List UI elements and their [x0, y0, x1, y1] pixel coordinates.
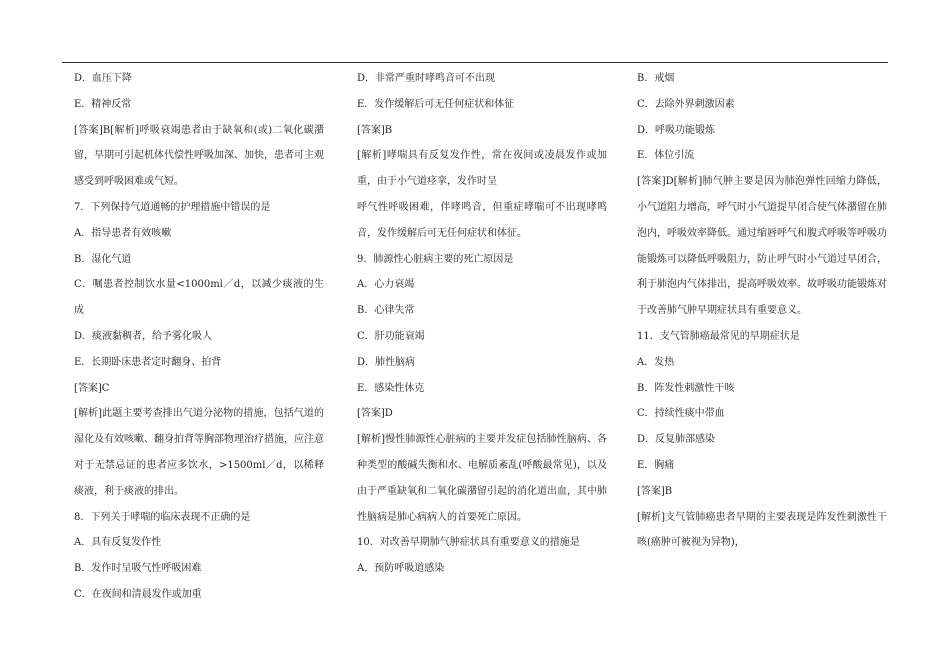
answer: [答案]D [357, 408, 393, 420]
explanation: [解析]此题主要考查排出气道分泌物的措施，包括气道的湿化及有效咳嗽、翻身拍背等胸部物理治疗措施，应注意对于无禁忌证的患者应多饮水，>1500ml／d，以稀释痰液，利于痰液的排出。 [74, 408, 324, 497]
option-b: B．湿化气道 [74, 253, 132, 265]
option-b: B．心律失常 [357, 305, 415, 317]
option-e: E．长期卧床患者定时翻身、拍背 [74, 356, 222, 368]
option-e: E．胸痛 [637, 459, 675, 471]
explanation: [解析]哮喘具有反复发作性，常在夜间或凌晨发作或加重，由于小气道痉挛，发作时呈 [357, 150, 607, 188]
option-d: D．血压下降 [74, 73, 133, 84]
option-c: C．去除外界刺激因素 [637, 98, 735, 110]
option-a: A．心力衰竭 [357, 279, 415, 291]
answer: [答案]B [637, 485, 673, 497]
option-b: B．发作时呈吸气性呼吸困难 [74, 563, 202, 575]
option-c: C．肝功能衰竭 [357, 330, 425, 342]
option-c: C．在夜间和清晨发作或加重 [74, 588, 202, 600]
question-11: 11．支气管肺癌最常见的早期症状是 [637, 330, 800, 342]
option-e: E．体位引流 [637, 150, 695, 162]
answer-explanation: [答案]B[解析]呼吸衰竭患者由于缺氧和(或)二氧化碳潴留，早期可引起机体代偿性呼吸加深、加快，患者可主观感受到呼吸困难或气短。 [74, 124, 324, 188]
answer: [答案]C [74, 382, 110, 394]
question-10: 10．对改善早期肺气肿症状具有重要意义的措施是 [357, 537, 580, 549]
option-c: C．持续性痰中带血 [637, 408, 725, 420]
explanation-continued: 呼气性呼吸困难，伴哮鸣音，但重症哮喘可不出现哮鸣音，发作缓解后可无任何症状和体征。 [357, 201, 607, 239]
option-d: D．反复肺部感染 [637, 434, 716, 446]
header-divider-line [62, 62, 888, 63]
option-a: A．预防呼吸道感染 [357, 563, 445, 575]
option-b: B．阵发性刺激性干咳 [637, 382, 735, 394]
option-c: C．嘱患者控制饮水量<1000ml／d，以减少痰液的生成 [74, 279, 324, 317]
option-e: E．发作缓解后可无任何症状和体征 [357, 98, 515, 110]
explanation: [解析]支气管肺癌患者早期的主要表现是阵发性刺激性干咳(癌肿可被视为异物)， [637, 511, 887, 549]
option-a: A．指导患者有效咳嗽 [74, 227, 172, 239]
question-9: 9．肺源性心脏病主要的死亡原因是 [357, 253, 514, 265]
explanation: [解析]慢性肺源性心脏病的主要并发症包括肺性脑病、各种类型的酸碱失衡和水、电解质紊乱(呼酸最常见)，以及由于严重缺氧和二氧化碳潴留引起的消化道出血，其中肺性脑病是肺心病病人的首要死亡原因。 [357, 434, 607, 523]
option-e: E．精神反常 [74, 98, 132, 110]
text-column-middle [345, 66, 607, 582]
option-e: E．感染性休克 [357, 382, 425, 394]
option-d: D．痰液黏稠者，给予雾化吸人 [74, 330, 213, 342]
answer: [答案]B [357, 124, 393, 136]
option-d: D．非常严重时哮鸣音可不出现 [357, 73, 496, 84]
answer-explanation: [答案]D[解析]肺气肿主要是因为肺泡弹性回缩力降低，小气道阻力增高，呼气时小气道提早闭合使气体潴留在肺泡内，呼吸效率降低。通过缩唇呼气和腹式呼吸等呼吸功能锻炼可以降低呼吸阻力，防止呼气时小气道过早闭合，利于肺泡内气体排出，提高呼吸效率。故呼吸功能锻炼对于改善肺气肿早期症状具有重要意义。 [637, 176, 887, 317]
option-b: B．戒烟 [637, 73, 675, 84]
question-7: 7．下列保持气道通畅的护理措施中错误的是 [74, 201, 271, 213]
question-8: 8．下列关于哮喘的临床表现不正确的是 [74, 511, 251, 523]
option-d: D．呼吸功能锻炼 [637, 124, 716, 136]
text-column-left [62, 66, 324, 608]
option-d: D．肺性脑病 [357, 356, 416, 368]
option-a: A．发热 [637, 356, 675, 368]
text-column-right [625, 66, 887, 556]
option-a: A．具有反复发作性 [74, 537, 162, 549]
